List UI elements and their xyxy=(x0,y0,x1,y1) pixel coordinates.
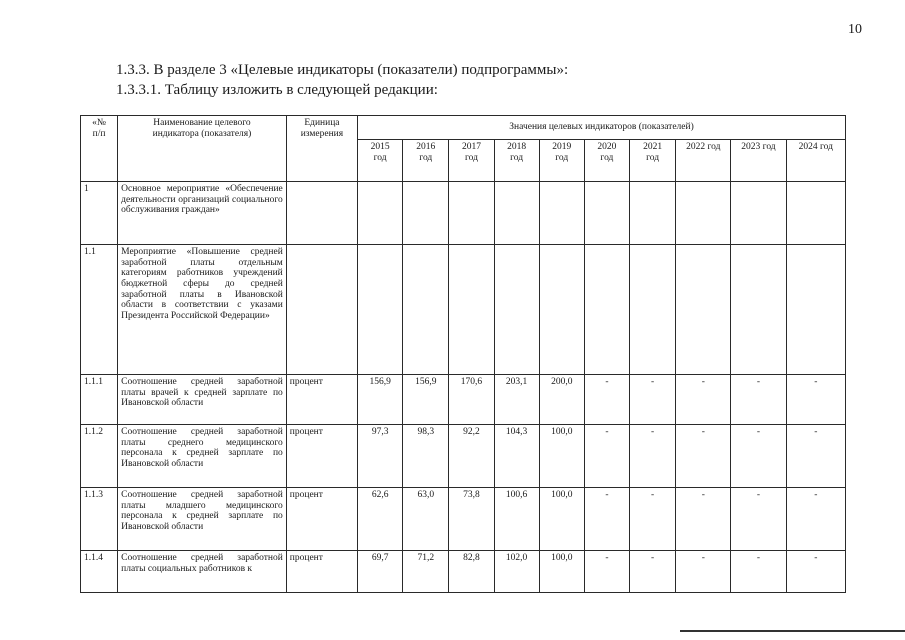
header-year xyxy=(358,140,403,182)
row-value-cell: - xyxy=(630,488,676,551)
row-value-cell: - xyxy=(584,488,629,551)
row-unit: процент xyxy=(286,425,357,488)
row-value-cell: 100,0 xyxy=(539,425,584,488)
row-value-cell xyxy=(786,182,845,245)
row-value-cell: 97,3 xyxy=(358,425,403,488)
section-heading: 1.3.3. В разделе 3 «Целевые индикаторы (показатели) подпрограммы»: xyxy=(116,62,569,78)
row-number: 1.1 xyxy=(81,245,118,375)
row-value-cell: - xyxy=(676,488,731,551)
row-unit xyxy=(286,182,357,245)
row-value-cell xyxy=(449,245,494,375)
table-row xyxy=(81,245,846,375)
row-value-cell: 71,2 xyxy=(403,551,449,593)
header-year xyxy=(676,140,731,182)
header-year-text: 2017 год xyxy=(461,142,481,163)
row-unit: процент xyxy=(286,375,357,425)
page-number: 10 xyxy=(848,22,862,37)
header-unit-text: Единица измерения xyxy=(300,118,344,139)
row-value-cell: - xyxy=(731,425,786,488)
header-year-text: 2019 год xyxy=(552,142,572,163)
row-value-cell xyxy=(584,182,629,245)
row-value-cell xyxy=(630,182,676,245)
table-row xyxy=(81,425,846,488)
row-number: 1 xyxy=(81,182,118,245)
row-value-cell: 102,0 xyxy=(494,551,539,593)
table-row xyxy=(81,375,846,425)
header-number-text: «№ п/п xyxy=(92,118,106,139)
table-row xyxy=(81,182,846,245)
row-number: 1.1.1 xyxy=(81,375,118,425)
header-year-text: 2018 год xyxy=(507,142,527,163)
row-value-cell: 104,3 xyxy=(494,425,539,488)
row-indicator-name: Основное мероприятие «Обеспечение деятельности организаций социального обслуживания граждан» xyxy=(118,182,287,245)
row-number: 1.1.4 xyxy=(81,551,118,593)
header-year xyxy=(539,140,584,182)
header-year-text: 2021 год xyxy=(643,142,663,163)
row-value-cell xyxy=(494,182,539,245)
header-year xyxy=(403,140,449,182)
row-value-cell: - xyxy=(676,375,731,425)
header-year xyxy=(786,140,845,182)
header-year-text: 2023 год xyxy=(741,142,776,152)
header-year-text: 2015 год xyxy=(370,142,390,163)
row-indicator-name: Соотношение средней заработной платы младшего медицинского персонала к средней зарплате по Ивановской области xyxy=(118,488,287,551)
row-value-cell xyxy=(449,182,494,245)
row-value-cell: 69,7 xyxy=(358,551,403,593)
row-value-cell: 200,0 xyxy=(539,375,584,425)
row-value-cell: 100,0 xyxy=(539,551,584,593)
table-row xyxy=(81,488,846,551)
row-value-cell: - xyxy=(786,488,845,551)
row-value-cell: 82,8 xyxy=(449,551,494,593)
row-unit: процент xyxy=(286,488,357,551)
row-value-cell xyxy=(358,245,403,375)
row-unit: процент xyxy=(286,551,357,593)
row-value-cell xyxy=(630,245,676,375)
header-year xyxy=(731,140,786,182)
row-value-cell xyxy=(403,182,449,245)
row-value-cell xyxy=(539,245,584,375)
row-value-cell: - xyxy=(584,551,629,593)
row-value-cell: 170,6 xyxy=(449,375,494,425)
row-indicator-name: Соотношение средней заработной платы врачей к средней зарплате по Ивановской области xyxy=(118,375,287,425)
row-value-cell: - xyxy=(676,425,731,488)
row-value-cell: 100,6 xyxy=(494,488,539,551)
row-value-cell: - xyxy=(786,551,845,593)
row-value-cell: - xyxy=(731,375,786,425)
row-value-cell xyxy=(358,182,403,245)
row-value-cell: - xyxy=(731,551,786,593)
row-value-cell xyxy=(731,245,786,375)
row-value-cell: - xyxy=(630,425,676,488)
header-name-text: Наименование целевого индикатора (показателя) xyxy=(152,118,252,139)
header-values-group-text: Значения целевых индикаторов (показателей) xyxy=(509,122,694,133)
row-value-cell: 98,3 xyxy=(403,425,449,488)
subsection-heading: 1.3.3.1. Таблицу изложить в следующей редакции: xyxy=(116,82,438,98)
row-indicator-name: Мероприятие «Повышение средней заработной платы отдельным категориям работников учреждений бюджетной сферы до средней заработной платы в Ивановской области в соответствии с указами Президента Российской Федерации» xyxy=(118,245,287,375)
header-values-group xyxy=(358,116,846,140)
header-unit xyxy=(286,116,357,182)
scan-edge-line xyxy=(680,630,905,632)
row-value-cell: 62,6 xyxy=(358,488,403,551)
row-value-cell: - xyxy=(584,425,629,488)
row-unit xyxy=(286,245,357,375)
row-value-cell: 203,1 xyxy=(494,375,539,425)
row-indicator-name: Соотношение средней заработной платы среднего медицинского персонала к средней зарплате по Ивановской области xyxy=(118,425,287,488)
row-value-cell xyxy=(539,182,584,245)
header-year-text: 2020 год xyxy=(597,142,617,163)
row-value-cell: - xyxy=(786,375,845,425)
row-value-cell xyxy=(786,245,845,375)
header-year xyxy=(630,140,676,182)
header-name xyxy=(118,116,287,182)
row-value-cell: - xyxy=(630,375,676,425)
row-value-cell xyxy=(494,245,539,375)
row-value-cell: - xyxy=(584,375,629,425)
row-value-cell: - xyxy=(676,551,731,593)
row-value-cell xyxy=(731,182,786,245)
row-value-cell: 63,0 xyxy=(403,488,449,551)
header-year-text: 2024 год xyxy=(798,142,833,152)
indicators-table xyxy=(80,115,846,593)
row-value-cell xyxy=(676,245,731,375)
header-year xyxy=(494,140,539,182)
row-value-cell xyxy=(403,245,449,375)
header-year-text: 2016 год xyxy=(416,142,436,163)
row-number: 1.1.2 xyxy=(81,425,118,488)
header-number xyxy=(81,116,118,182)
row-value-cell: 100,0 xyxy=(539,488,584,551)
row-value-cell: - xyxy=(731,488,786,551)
row-value-cell xyxy=(584,245,629,375)
table-row xyxy=(81,551,846,593)
row-number: 1.1.3 xyxy=(81,488,118,551)
row-value-cell: 156,9 xyxy=(358,375,403,425)
row-value-cell: - xyxy=(630,551,676,593)
row-indicator-name: Соотношение средней заработной платы социальных работников к xyxy=(118,551,287,593)
row-value-cell: 73,8 xyxy=(449,488,494,551)
row-value-cell: 92,2 xyxy=(449,425,494,488)
row-value-cell xyxy=(676,182,731,245)
row-value-cell: 156,9 xyxy=(403,375,449,425)
row-value-cell: - xyxy=(786,425,845,488)
header-year xyxy=(584,140,629,182)
header-year xyxy=(449,140,494,182)
header-year-text: 2022 год xyxy=(686,142,721,152)
